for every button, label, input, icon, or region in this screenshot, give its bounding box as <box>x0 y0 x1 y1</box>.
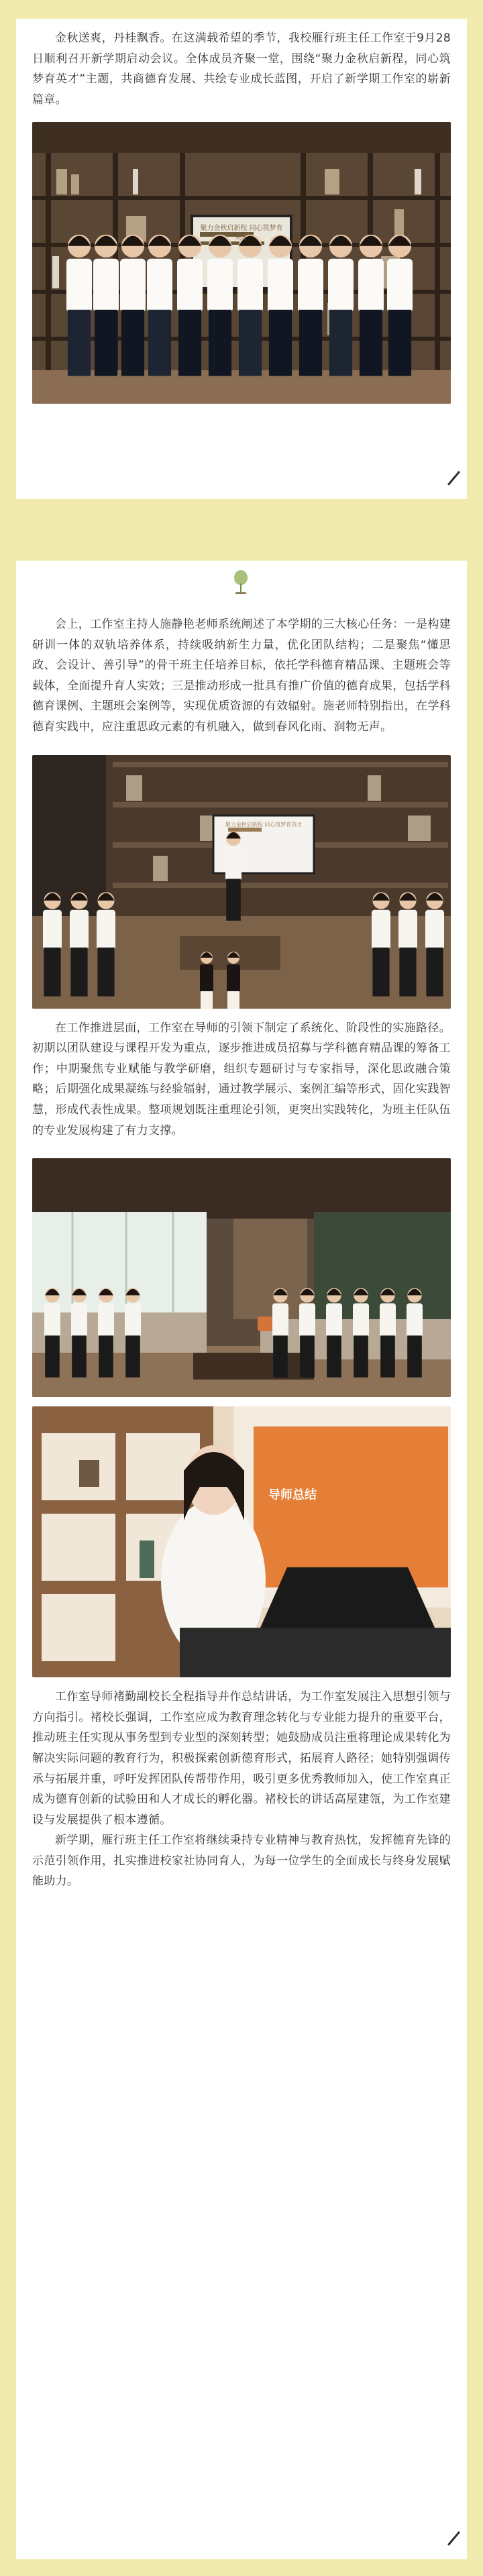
meeting-room-photo <box>32 755 451 1009</box>
banner-text: 聚力金秋启新程 同心筑梦育英才 <box>200 225 283 242</box>
discussion-photo <box>32 1158 451 1397</box>
speaker-photo <box>32 1406 451 1677</box>
corner-mark-icon <box>447 471 460 486</box>
slide-text: 聚力金秋启新程 同心筑梦育英才 <box>225 821 303 828</box>
body-paragraph-2: 在工作推进层面，工作室在导师的引领下制定了系统化、阶段性的实施路径。初期以团队建设与课程开发为重点，逐步推进成员招募与学科德育精品课的筹备工作；中期聚焦专业赋能与教学研磨，组织专题研讨与专家指导，深化思政融合策略；后期强化成果凝练与经验辐射，通过教学展示、案例汇编等形式，固化实践智慧，形成代表性成果。整项规划既注重理论引领，更突出实践转化，为班主任队伍的专业发展构建了有力支撑。 <box>32 1021 451 1137</box>
group-photo <box>32 122 451 404</box>
slide-title: 导师总结 <box>268 1488 317 1503</box>
body-paragraph-3: 工作室导师褚勤副校长全程指导并作总结讲话，为工作室发展注入思想引领与方向指引。褚校长强调，工作室应成为教育理念转化与专业能力提升的重要平台，推动班主任实现从事务型到专业型的深刻转型；她鼓励成员注重将理论成果转化为解决实际问题的教育行为，积极探索创新德育形式，拓展育人路径；她特别强调传承与拓展并重，呼吁发挥团队传帮带作用，吸引更多优秀教师加入，使工作室真正成为德育创新的试验田和人才成长的孵化器。褚校长的讲话高屋建瓴，为工作室建设与发展提供了根本遵循。 <box>32 1690 451 1827</box>
intro-card <box>16 19 467 499</box>
body-card <box>16 561 467 2559</box>
body-paragraph-1: 会上，工作室主持人施静艳老师系统阐述了本学期的三大核心任务：一是构建研训一体的双轨培养体系，持续吸纳新生力量，优化团队结构；二是聚焦“懂思政、会设计、善引导”的骨干班主任培养目标，依托学科德育精品课、主题班会等载体，全面提升育人实效；三是推动形成一批具有推广价值的德育成果，包括学科德育课例、主题班会案例等，实现优质资源的有效辐射。施老师特别指出，在学科德育实践中，应注重思政元素的有机融入，做到春风化雨、润物无声。 <box>32 618 451 734</box>
intro-paragraph: 金秋送爽，丹桂飘香。在这满载希望的季节，我校雁行班主任工作室于9月28日顺利召开新学期启动会议。全体成员齐聚一堂，围绕“聚力金秋启新程，同心筑梦育英才”主题，共商德育发展、共绘专业成长蓝图，开启了新学期工作室的崭新篇章。 <box>32 32 451 107</box>
body-paragraph-4: 新学期，雁行班主任工作室将继续秉持专业精神与教育热忱，发挥德育先锋的示范引领作用，扎实推进校家社协同育人，为每一位学生的全面成长与终身发展赋能助力。 <box>32 1834 451 1889</box>
sprout-icon <box>232 570 250 594</box>
corner-mark-icon <box>447 2531 460 2546</box>
